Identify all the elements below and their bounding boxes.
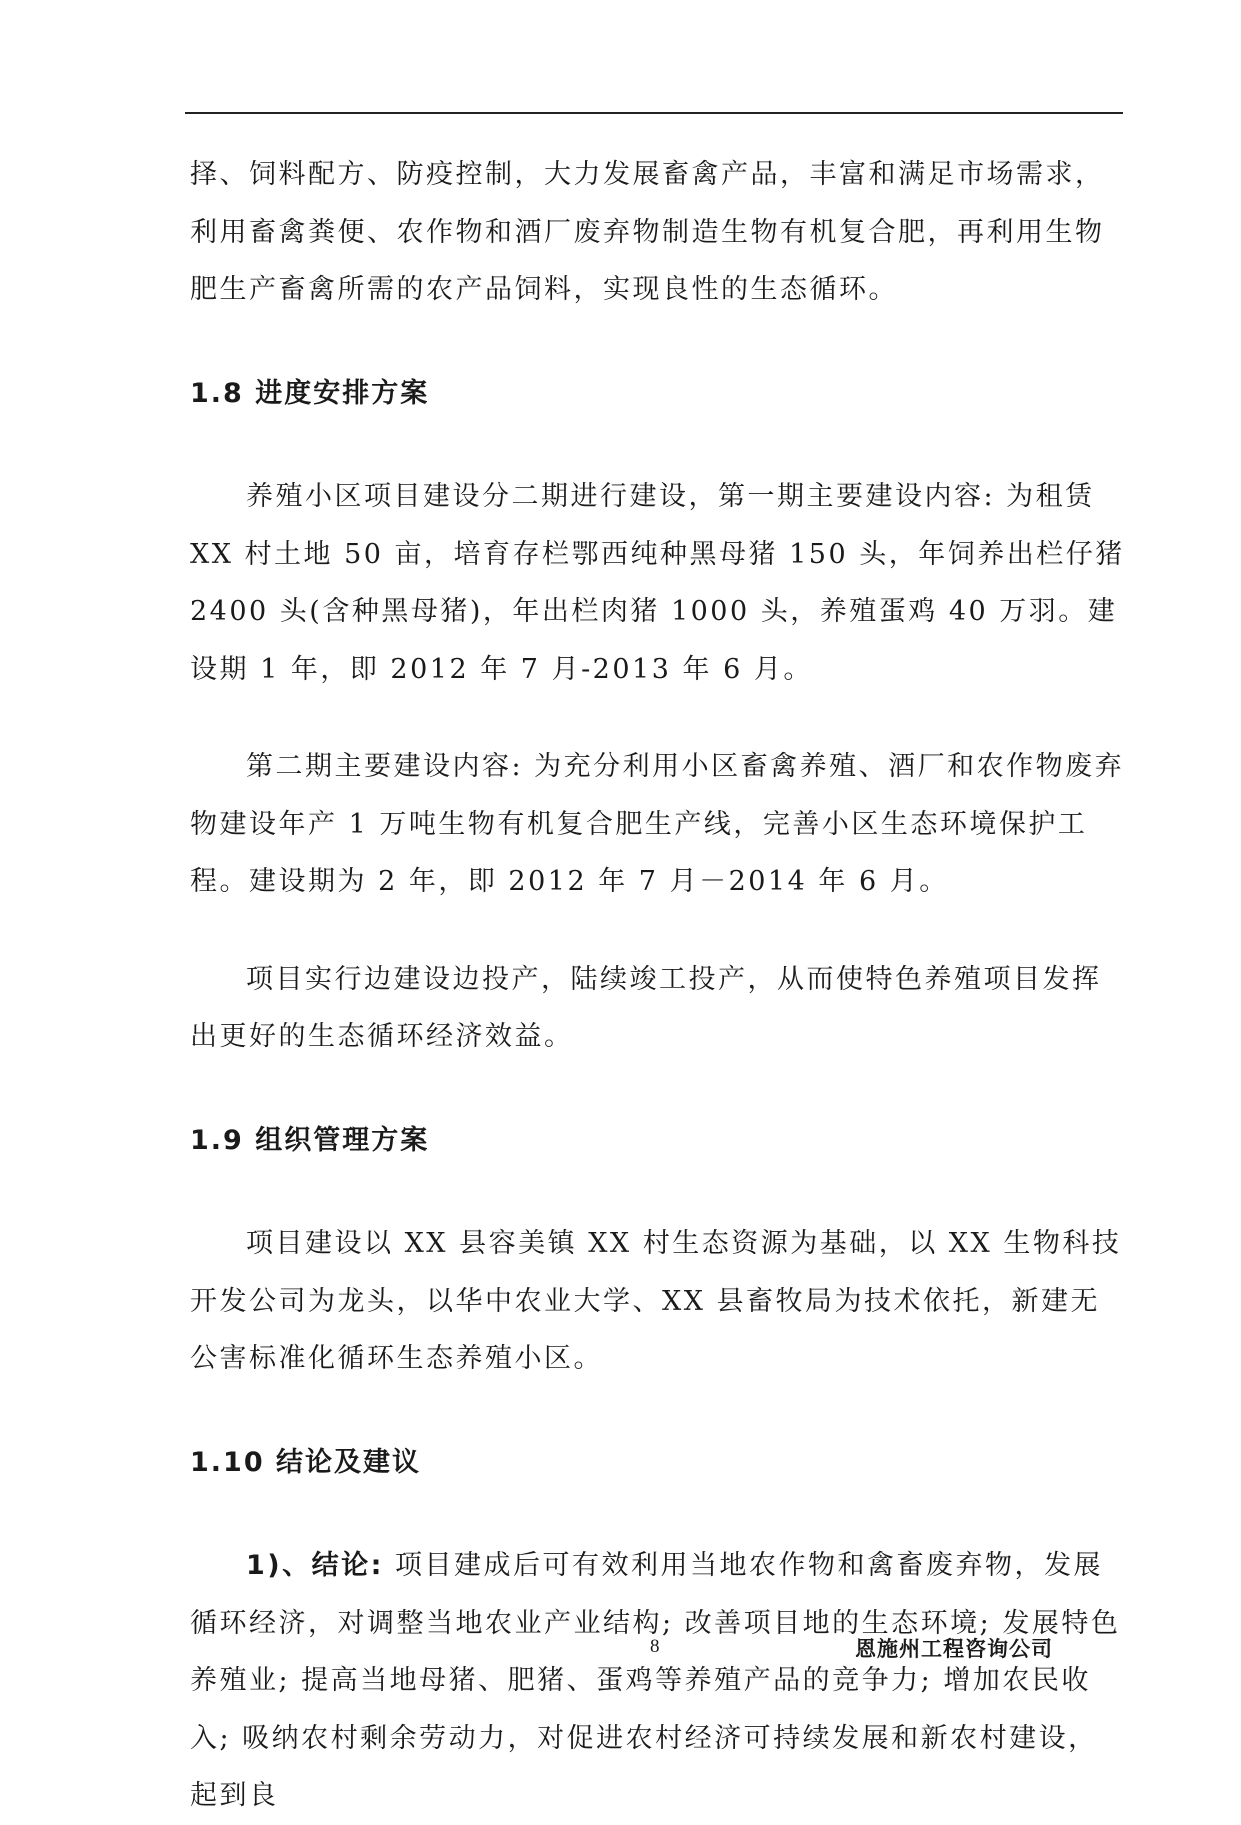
conclusion-paragraph [190,1537,1125,1825]
schedule-phase-one-paragraph: 养殖小区项目建设分二期进行建设，第一期主要建设内容: 为租赁 XX 村土地 50 亩，培育存栏鄂西纯种黑母猪 150 头，年饲养出栏仔猪 2400 头(含种黑母猪)，年出栏肉猪 1000 头，养殖蛋鸡 40 万羽。建设期 1 年，即 2012 年 7 月-2013 年 6 月。 [190,481,1125,685]
company-name: 恩施州工程咨询公司 [855,1637,1053,1661]
section-heading-1-10: 1.10 结论及建议 [190,1446,422,1478]
schedule-phase-two-paragraph: 第二期主要建设内容: 为充分利用小区畜禽养殖、酒厂和农作物废弃物建设年产 1 万吨生物有机复合肥生产线，完善小区生态环境保护工程。建设期为 2 年，即 2012 年 7 月－2014 年 6 月。 [190,751,1125,897]
schedule-summary-paragraph: 项目实行边建设边投产，陆续竣工投产，从而使特色养殖项目发挥出更好的生态循环经济效益。 [190,963,1102,1052]
conclusion-lead: 1)、结论: [246,1550,384,1581]
conclusion-text: 项目建成后可有效利用当地农作物和禽畜废弃物，发展循环经济，对调整当地农业产业结构; 改善项目地的生态环境; 发展特色养殖业; 提高当地母猪、肥猪、蛋鸡等养殖产品的竞争力; 增加农民收入; 吸纳农村剩余劳动力，对促进农村经济可持续发展和新农村建设，起到良 [190,1550,1121,1811]
intro-paragraph: 择、饲料配方、防疫控制，大力发展畜禽产品，丰富和满足市场需求，利用畜禽粪便、农作物和酒厂废弃物制造生物有机复合肥，再利用生物肥生产畜禽所需的农产品饲料，实现良性的生态循环。 [190,159,1105,305]
page-content [190,146,1125,1825]
section-heading-1-9: 1.9 组织管理方案 [190,1124,430,1156]
header-rule [185,112,1123,114]
section-heading-1-8: 1.8 进度安排方案 [190,377,430,409]
management-paragraph: 项目建设以 XX 县容美镇 XX 村生态资源为基础，以 XX 生物科技开发公司为龙头，以华中农业大学、XX 县畜牧局为技术依托，新建无公害标准化循环生态养殖小区。 [190,1228,1122,1374]
page-number: 8 [650,1636,660,1657]
